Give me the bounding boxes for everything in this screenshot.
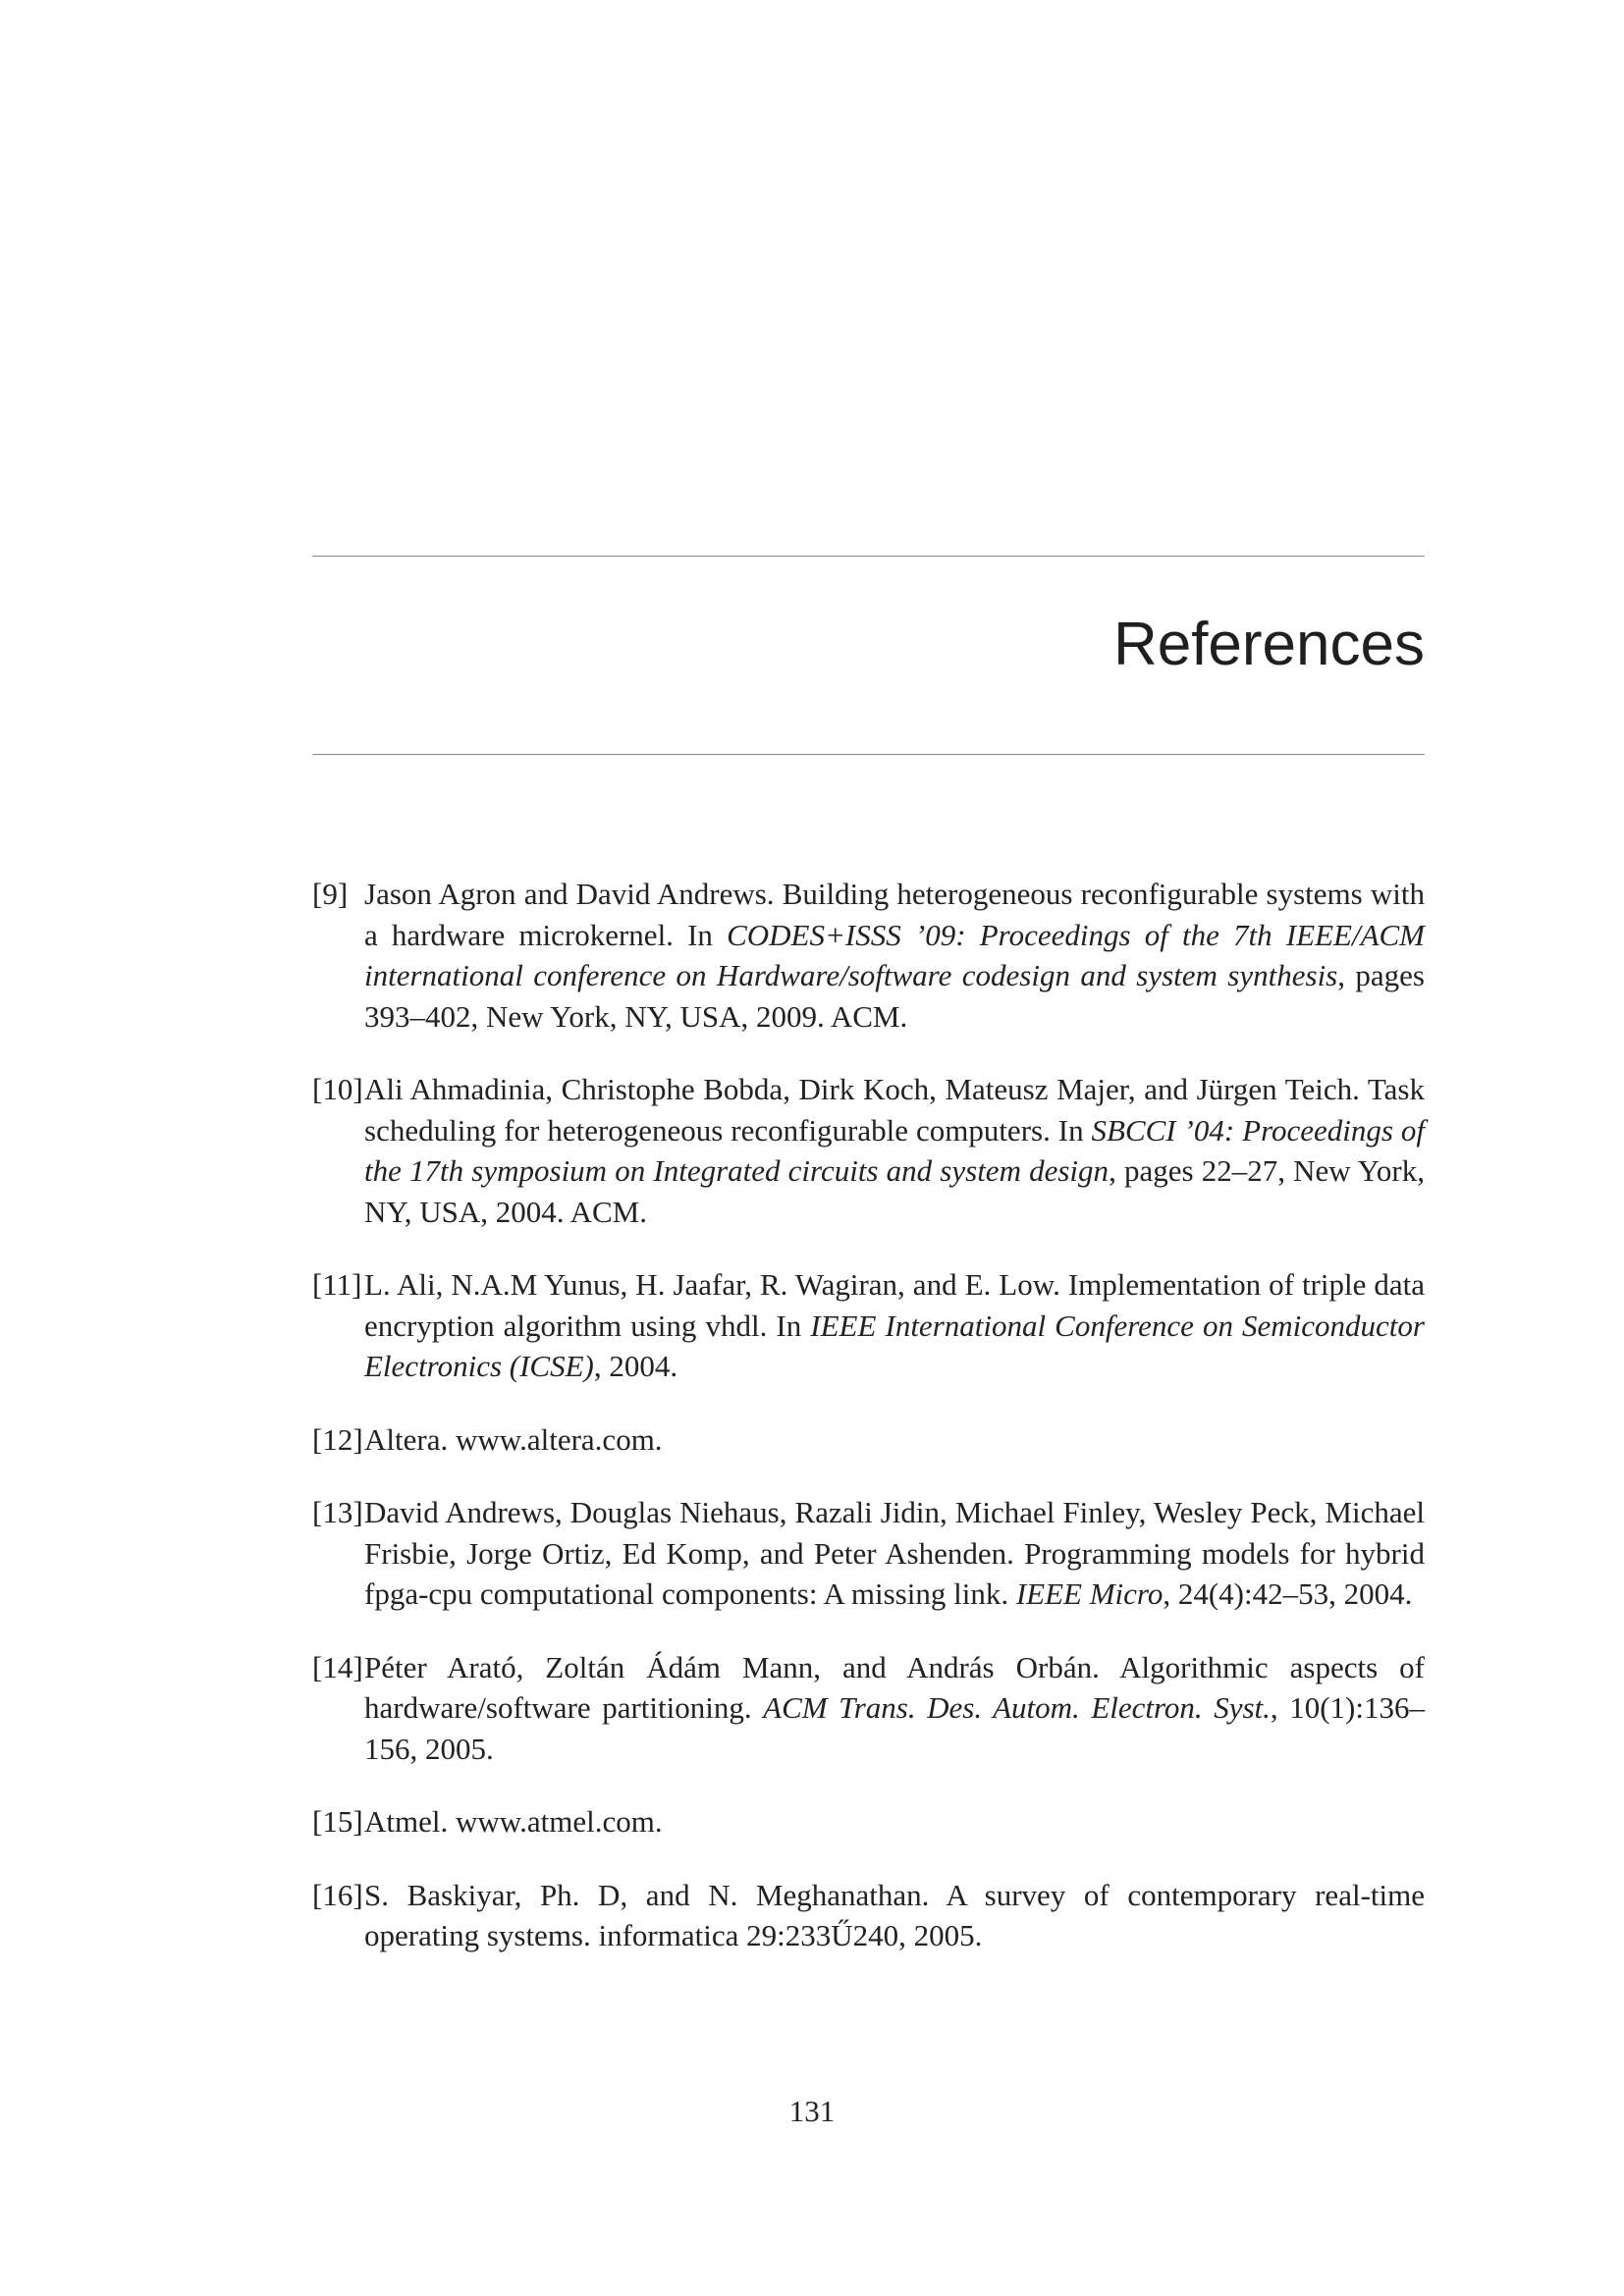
page-number: 131 [788, 2094, 836, 2128]
reference-segment: Atmel. www.atmel.com. [364, 1804, 663, 1839]
reference-venue: IEEE International Conference on Semiconductor Electronics (ICSE) [364, 1308, 1425, 1383]
header-rule-bottom [312, 754, 1425, 755]
reference-label: [9] [312, 877, 349, 911]
reference-label: [16] [312, 1877, 363, 1912]
reference-text [364, 1878, 1425, 1953]
reference-entry [312, 1069, 1425, 1232]
reference-label: [12] [312, 1421, 363, 1457]
reference-text [364, 877, 1425, 1034]
header-rule-top [312, 556, 1425, 557]
reference-text [364, 1804, 663, 1839]
reference-segment: David Andrews, Douglas Niehaus, Razali Jidin, Michael Finley, Wesley Peck, Michael Frisbie, Jorge Ortiz, Ed Komp, and Peter Ashenden. Programming models for hybrid fpga-cpu computational components: A missing link. [364, 1495, 1425, 1611]
reference-label: [11] [312, 1267, 362, 1302]
reference-segment: , 2004. [593, 1349, 678, 1383]
reference-venue: SBCCI ’04: Proceedings of the 17th symposium on Integrated circuits and system design [364, 1112, 1425, 1188]
reference-label: [13] [312, 1495, 363, 1529]
reference-segment: , 24(4):42–53, 2004. [1163, 1576, 1413, 1611]
reference-segment: L. Ali, N.A.M Yunus, H. Jaafar, R. Wagiran, and E. Low. Implementation of triple data encryption algorithm using vhdl. In [364, 1267, 1425, 1343]
reference-text [364, 1072, 1425, 1229]
chapter-title: References [1112, 611, 1425, 678]
reference-segment: Péter Arató, Zoltán Ádám Mann, and András Orbán. Algorithmic aspects of hardware/software partitioning. [364, 1649, 1425, 1725]
reference-entry [312, 1647, 1425, 1770]
reference-text [364, 1422, 663, 1457]
reference-segment: , pages 393–402, New York, NY, USA, 2009. ACM. [364, 958, 1425, 1034]
reference-text [364, 1267, 1425, 1383]
reference-entry [312, 1801, 1425, 1842]
reference-entry [312, 1419, 1425, 1461]
reference-segment: Altera. www.altera.com. [364, 1421, 663, 1457]
reference-list [312, 874, 1425, 1989]
reference-segment: , 10(1):136–156, 2005. [364, 1690, 1425, 1766]
reference-segment: Jason Agron and David Andrews. Building heterogeneous reconfigurable systems with a hardware microkernel. In [364, 877, 1425, 952]
reference-text [364, 1495, 1425, 1611]
reference-label: [15] [312, 1804, 363, 1839]
reference-venue: ACM Trans. Des. Autom. Electron. Syst. [763, 1690, 1271, 1725]
reference-label: [10] [312, 1072, 363, 1106]
reference-segment: , pages 22–27, New York, NY, USA, 2004. ACM. [364, 1153, 1426, 1229]
reference-entry [312, 1492, 1425, 1615]
reference-text [364, 1650, 1425, 1766]
reference-segment: Ali Ahmadinia, Christophe Bobda, Dirk Koch, Mateusz Majer, and Jürgen Teich. Task scheduling for heterogeneous reconfigurable computers. In [364, 1072, 1425, 1148]
reference-venue: IEEE Micro [1015, 1576, 1164, 1611]
reference-segment: S. Baskiyar, Ph. D, and N. Meghanathan. A survey of contemporary real-time operating systems. informatica 29:233Ű240, 2005. [364, 1877, 1425, 1952]
reference-entry [312, 874, 1425, 1037]
reference-venue: CODES+ISSS ’09: Proceedings of the 7th IEEE/ACM international conference on Hardware/software codesign and system synthesis [364, 917, 1425, 992]
reference-entry [312, 1264, 1425, 1387]
reference-label: [14] [312, 1649, 363, 1684]
reference-entry [312, 1875, 1425, 1956]
